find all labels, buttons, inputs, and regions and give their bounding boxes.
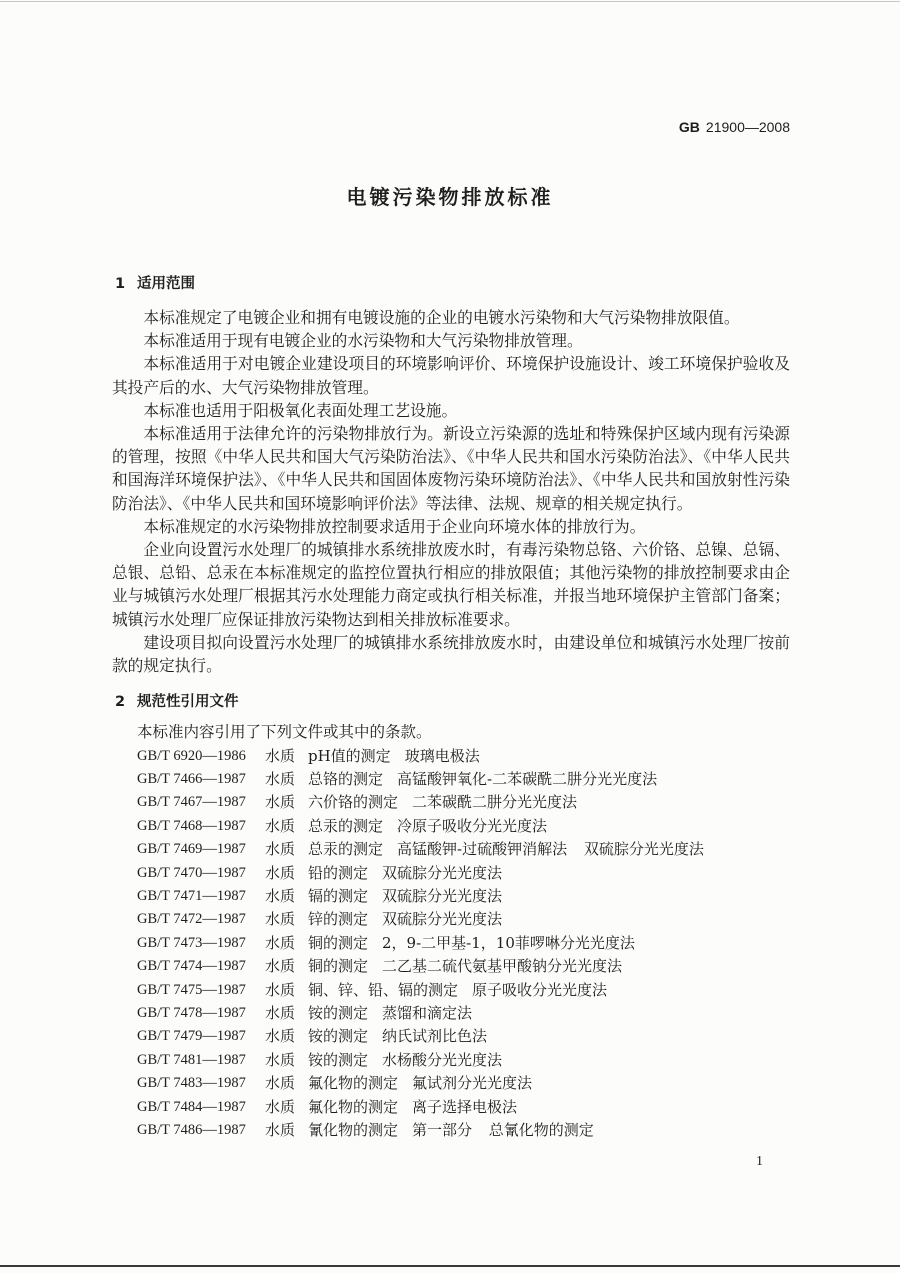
section-title: 适用范围 [137, 276, 195, 292]
reference-category: 水质 [265, 816, 296, 835]
reference-item [137, 955, 790, 978]
reference-test: 总铬的测定 [308, 770, 384, 789]
reference-test: 总汞的测定 [308, 816, 384, 835]
reference-test: 六价铬的测定 [308, 793, 399, 812]
reference-test: 总汞的测定 [308, 840, 384, 859]
reference-code: GB/T 7471—1987 [137, 887, 246, 904]
reference-category: 水质 [265, 840, 296, 859]
reference-category: 水质 [265, 933, 296, 952]
reference-test: 镉的测定 [308, 886, 369, 905]
reference-code: GB/T 7483—1987 [137, 1075, 246, 1092]
reference-item [137, 745, 790, 768]
reference-method: 双硫腙分光光度法 [382, 863, 503, 882]
section-title: 规范性引用文件 [137, 694, 239, 711]
reference-method: 原子吸收分光光度法 [472, 980, 608, 999]
reference-item [137, 1072, 790, 1095]
reference-item [137, 1119, 790, 1142]
reference-method: 二苯碳酰二肼分光光度法 [412, 793, 578, 812]
reference-method: 高锰酸钾-过硫酸钾消解法 双硫腙分光光度法 [397, 840, 704, 859]
reference-code: GB/T 7473—1987 [137, 934, 246, 951]
reference-code: GB/T 7486—1987 [137, 1121, 246, 1138]
reference-code: GB/T 7481—1987 [137, 1051, 246, 1068]
reference-method: 氟试剂分光光度法 [412, 1074, 533, 1093]
reference-item [137, 791, 790, 814]
reference-code: GB/T 7474—1987 [137, 958, 246, 975]
reference-item [137, 815, 790, 838]
scope-paragraph: 本标准规定的水污染物排放控制要求适用于企业向环境水体的排放行为。 [143, 516, 646, 536]
scope-paragraph: 本标准也适用于阳极氧化表面处理工艺设施。 [143, 400, 458, 420]
standard-code: 21900—2008 [705, 119, 790, 135]
reference-intro: 本标准内容引用了下列文件或其中的条款。 [137, 723, 432, 742]
reference-method: 第一部分 总氰化物的测定 [412, 1120, 594, 1139]
scope-paragraph: 本标准规定了电镀企业和拥有电镀设施的企业的电镀水污染物和大气污染物排放限值。 [143, 308, 740, 327]
scope-paragraph: 建设项目拟向设置污水处理厂的城镇排水系统排放废水时，由建设单位和城镇污水处理厂按前款的规定执行。 [112, 632, 790, 676]
reference-method: 离子选择电极法 [412, 1097, 518, 1116]
reference-code: GB/T 7475—1987 [137, 981, 246, 998]
reference-test: 铜的测定 [308, 933, 369, 952]
section-number: 1 [115, 276, 126, 292]
scope-paragraph: 本标准适用于现有电镀企业的水污染物和大气污染物排放管理。 [143, 331, 583, 351]
page-number: 1 [756, 1154, 763, 1169]
reference-method: 蒸馏和滴定法 [382, 1003, 473, 1022]
reference-test: 氰化物的测定 [308, 1120, 399, 1139]
reference-item [137, 885, 790, 908]
reference-item [137, 979, 790, 1002]
reference-list [112, 721, 790, 1142]
reference-category: 水质 [265, 1120, 296, 1139]
reference-category: 水质 [265, 886, 296, 905]
reference-test: 铅的测定 [308, 863, 369, 882]
reference-category: 水质 [265, 910, 296, 929]
reference-code: GB/T 7466—1987 [137, 771, 246, 788]
reference-code: GB/T 7467—1987 [137, 794, 246, 811]
reference-test: 铜、锌、铅、镉的测定 [308, 980, 459, 999]
reference-item [137, 1025, 790, 1048]
document-title: 电镀污染物排放标准 [346, 185, 554, 209]
reference-method: 玻璃电极法 [404, 746, 480, 765]
reference-item [137, 1096, 790, 1119]
reference-method: 纳氏试剂比色法 [382, 1027, 488, 1046]
scope-paragraphs [112, 306, 790, 677]
scope-paragraph: 本标准适用于法律允许的污染物排放行为。新设立污染源的选址和特殊保护区域内现有污染源的管理，按照《中华人民共和国大气污染防治法》、《中华人民共和国水污染防治法》、《中华人民共和国海洋环境保护法》、《中华人民共和国固体废物污染环境防治法》、《中华人民共和国放射性污染防治法》、《中华人民共和国环境影响评价法》等法律、法规、规章的相关规定执行。 [112, 424, 790, 513]
reference-item [137, 838, 790, 861]
scan-edge-line-bottom [0, 1265, 900, 1267]
reference-test: 铜的测定 [308, 957, 369, 976]
reference-item [137, 908, 790, 931]
reference-category: 水质 [265, 980, 296, 999]
standard-prefix: GB [678, 119, 700, 135]
reference-test: 铵的测定 [308, 1027, 369, 1046]
reference-category: 水质 [265, 770, 296, 789]
reference-code: GB/T 7478—1987 [137, 1004, 246, 1021]
reference-category: 水质 [265, 1050, 296, 1069]
scope-paragraph: 企业向设置污水处理厂的城镇排水系统排放废水时，有毒污染物总铬、六价铬、总镍、总镉、总银、总铅、总汞在本标准规定的监控位置执行相应的排放限值；其他污染物的排放控制要求由企业与城镇污水处理厂根据其污水处理能力商定或执行相关标准，并报当地环境保护主管部门备案；城镇污水处理厂应保证排放污染物达到相关排放标准要求。 [112, 540, 790, 629]
reference-code: GB/T 7479—1987 [137, 1028, 246, 1045]
reference-method: 冷原子吸收分光光度法 [397, 816, 548, 835]
reference-code: GB/T 7469—1987 [137, 841, 246, 858]
reference-test: 铵的测定 [308, 1050, 369, 1069]
reference-test: 锌的测定 [308, 910, 369, 929]
reference-item [137, 1049, 790, 1072]
reference-category: 水质 [265, 1003, 296, 1022]
reference-category: 水质 [265, 746, 296, 765]
reference-method: 二乙基二硫代氨基甲酸钠分光光度法 [382, 957, 623, 976]
reference-code: GB/T 6920—1986 [137, 747, 246, 764]
standard-number [679, 118, 790, 136]
reference-item [137, 1002, 790, 1025]
reference-test: 氟化物的测定 [308, 1097, 399, 1116]
section-number: 2 [115, 694, 126, 711]
reference-category: 水质 [265, 1097, 296, 1116]
section-heading-references [112, 692, 790, 712]
reference-item [137, 862, 790, 885]
reference-category: 水质 [265, 1027, 296, 1046]
reference-method: 水杨酸分光光度法 [382, 1050, 503, 1069]
reference-method: 2，9-二甲基-1，10菲啰啉分光光度法 [382, 933, 635, 952]
reference-code: GB/T 7470—1987 [137, 864, 246, 881]
scope-paragraph: 本标准适用于对电镀企业建设项目的环境影响评价、环境保护设施设计、竣工环境保护验收及其投产后的水、大气污染物排放管理。 [112, 354, 790, 397]
document-body [112, 274, 790, 1142]
scan-edge-line-top [0, 1, 900, 2]
reference-category: 水质 [265, 957, 296, 976]
section-heading-scope [112, 274, 790, 294]
reference-method: 高锰酸钾氧化-二苯碳酰二肼分光光度法 [397, 770, 658, 789]
reference-category: 水质 [265, 793, 296, 812]
reference-item [137, 768, 790, 791]
reference-code: GB/T 7472—1987 [137, 911, 246, 928]
reference-method: 双硫腙分光光度法 [382, 886, 503, 905]
reference-method: 双硫腙分光光度法 [382, 910, 503, 929]
reference-test: 铵的测定 [308, 1003, 369, 1022]
reference-test: 氟化物的测定 [308, 1074, 399, 1093]
reference-category: 水质 [265, 863, 296, 882]
reference-category: 水质 [265, 1074, 296, 1093]
reference-item [137, 932, 790, 955]
reference-code: GB/T 7484—1987 [137, 1098, 246, 1115]
reference-test: pH值的测定 [308, 746, 391, 765]
reference-code: GB/T 7468—1987 [137, 817, 246, 834]
